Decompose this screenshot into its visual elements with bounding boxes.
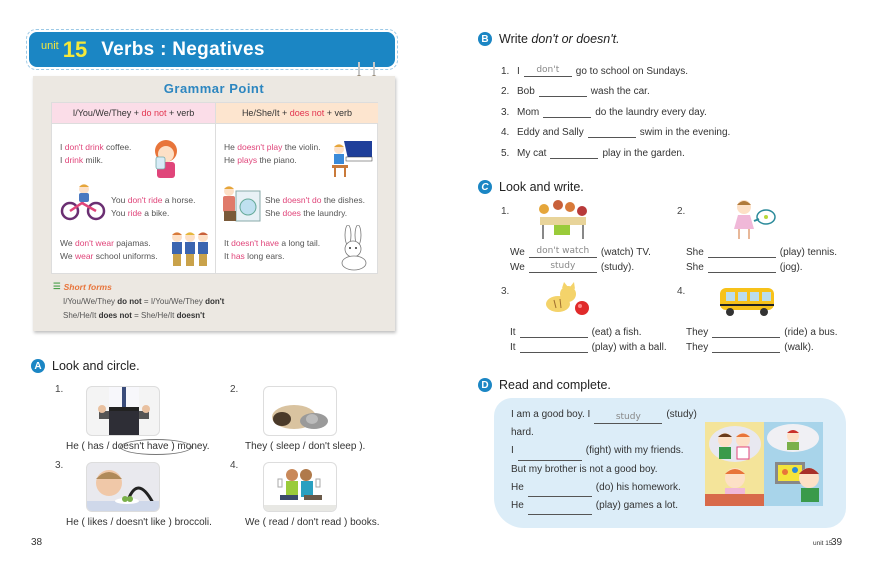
woman-washing-machine-illustration: [220, 183, 262, 223]
sentence-subject: Mom: [517, 106, 540, 118]
example-text: long ears.: [244, 251, 285, 261]
passage-line-4: But my brother is not a good boy.: [511, 463, 658, 475]
kids-at-desks-illustration: [532, 197, 594, 241]
sentence-rest: wash the car.: [590, 86, 650, 97]
example-right-1: [224, 141, 321, 167]
example-text: I: [60, 142, 65, 152]
section-b-item: [501, 118, 730, 139]
sentence-rest: (study).: [600, 262, 635, 273]
unit-number: 15: [62, 36, 88, 62]
highlighted-verb: doesn't play: [237, 142, 283, 152]
answer-blank[interactable]: [543, 106, 591, 118]
cat-with-ball-illustration: [542, 282, 592, 320]
sentence-rest: (play) with a ball.: [591, 342, 667, 353]
item-number: 4.: [677, 286, 686, 297]
section-b-item: [501, 77, 730, 98]
example-line1: [60, 141, 131, 154]
example-text: pajamas.: [113, 238, 151, 248]
sentence-rest: (play) tennis.: [779, 246, 838, 258]
right-page-number: 39: [831, 537, 843, 548]
answer-blank[interactable]: don't watch: [529, 246, 597, 258]
example-line2: [111, 207, 196, 220]
section-b-item: [501, 138, 730, 159]
example-text: a horse.: [162, 195, 196, 205]
unit-title-banner: [26, 29, 398, 70]
column-divider: [215, 124, 216, 274]
section-d-heading: D Read and complete.: [478, 378, 611, 392]
item-number: 4.: [230, 460, 239, 471]
highlighted-verb: doesn't have: [231, 238, 280, 248]
section-d-passage: [511, 406, 697, 515]
section-c-item-3-lines: [510, 322, 667, 353]
section-a-heading: A Look and circle.: [31, 359, 140, 373]
answer-blank[interactable]: [588, 126, 636, 138]
section-b-heading: B Write don't or doesn't.: [478, 32, 620, 46]
short-forms-icon: ☰: [53, 281, 61, 291]
sentence-rest: do the laundry every day.: [595, 106, 707, 118]
example-text: a long tail.: [279, 238, 321, 248]
example-text: We: [60, 238, 75, 248]
example-text: a bike.: [141, 208, 170, 218]
example-text: He: [224, 155, 238, 165]
passage-line-5: He (do) his homework.: [511, 479, 697, 497]
example-text: It: [224, 238, 232, 248]
example-line2: [60, 250, 158, 263]
answer-blank[interactable]: [539, 85, 587, 97]
sentence-subject: I: [517, 65, 520, 77]
white-rabbit-illustration: [336, 225, 370, 271]
item-number: 4.: [501, 127, 510, 138]
answer-blank[interactable]: [528, 485, 592, 497]
highlighted-verb: does: [282, 208, 301, 218]
item-number: 3.: [501, 286, 510, 297]
highlighted-verb: plays: [237, 155, 258, 165]
item-number: 2.: [501, 86, 510, 97]
highlighted-verb: doesn't do: [282, 195, 322, 205]
highlighted-verb: wear: [74, 251, 94, 261]
answer-blank[interactable]: [712, 341, 780, 353]
item-number: 2.: [677, 206, 686, 217]
sentence-rest: (ride) a bus.: [784, 326, 838, 338]
example-text: We: [60, 251, 75, 261]
section-c-line: [510, 322, 667, 338]
example-line2: [224, 250, 320, 263]
boy-playing-piano-illustration: [330, 137, 374, 179]
highlighted-verb: has: [231, 251, 245, 261]
sentence-rest: (eat) a fish.: [591, 326, 642, 338]
highlighted-verb: ride: [127, 208, 142, 218]
answer-blank[interactable]: [708, 261, 776, 273]
example-line1: [224, 141, 321, 154]
dog-and-cat-sleeping-photo: [263, 386, 337, 436]
left-column-header: I/You/We/They + do not + verb: [52, 103, 216, 124]
passage-line-3: I (fight) with my friends.: [511, 442, 697, 460]
section-c-line: [510, 242, 651, 258]
section-c-item-1-lines: [510, 242, 651, 273]
example-left-1: [60, 141, 131, 167]
example-line1: [265, 194, 365, 207]
grammar-point-title: Grammar Point: [163, 81, 265, 96]
example-left-3: [60, 237, 158, 263]
brothers-studying-gaming-illustration: [705, 422, 823, 506]
example-right-2: [265, 194, 365, 220]
man-empty-pockets-photo: [86, 386, 160, 436]
section-c-heading: C Look and write.: [478, 180, 584, 194]
unit-label: unit: [41, 40, 59, 52]
sentence-subject: They: [686, 326, 709, 338]
answer-blank[interactable]: [528, 503, 592, 515]
sentence-rest: swim in the evening.: [639, 127, 731, 138]
example-text: He: [224, 142, 238, 152]
section-d-badge-icon: D: [478, 378, 492, 392]
answer-blank[interactable]: [550, 147, 598, 159]
example-text: She: [265, 195, 283, 205]
girl-playing-tennis-illustration: [730, 197, 780, 241]
boy-with-broccoli-photo: [86, 462, 160, 512]
footer-unit-label: unit 15: [813, 540, 833, 547]
item-number: 3.: [55, 460, 64, 471]
section-a-badge-icon: A: [31, 359, 45, 373]
example-text: coffee.: [103, 142, 132, 152]
item-number: 1.: [501, 65, 510, 77]
answer-blank[interactable]: study: [529, 261, 597, 273]
section-b-item: [501, 97, 730, 118]
highlighted-verb: don't wear: [74, 238, 114, 248]
three-boys-uniforms-illustration: [170, 230, 210, 270]
girl-drinking-milk-illustration: [146, 137, 186, 179]
sentence-subject: It: [510, 342, 516, 353]
sentence-subject: Eddy and Sally: [517, 127, 584, 138]
sentence-subject: We: [510, 262, 525, 273]
item-number: 1.: [55, 384, 64, 395]
answer-blank[interactable]: [518, 449, 582, 461]
example-text: I: [60, 155, 65, 165]
answer-blank[interactable]: [520, 341, 588, 353]
example-left-2: [111, 194, 196, 220]
example-text: You: [111, 208, 128, 218]
highlighted-verb: don't ride: [127, 195, 163, 205]
left-page-number: 38: [31, 537, 43, 548]
section-c-item-4-lines: [686, 322, 838, 353]
passage-line-6: He (play) games a lot.: [511, 497, 697, 515]
answer-circle-mark: [120, 439, 192, 455]
item-number: 2.: [230, 384, 239, 395]
example-line1: [111, 194, 196, 207]
boys-reading-books-photo: [263, 462, 337, 512]
circled-answer: doesn't have: [112, 441, 169, 452]
sentence-a2: They ( sleep / don't sleep ).: [245, 441, 366, 452]
boy-riding-bike-illustration: [60, 183, 106, 221]
example-line1: [60, 237, 158, 250]
example-text: She: [265, 208, 283, 218]
example-text: You: [111, 195, 128, 205]
right-column-header: He/She/It + does not + verb: [216, 103, 378, 124]
highlighted-verb: drink: [64, 155, 84, 165]
section-c-line: [686, 338, 838, 354]
section-c-line: [686, 322, 838, 338]
sentence-rest: (walk).: [784, 342, 814, 353]
example-line2: [60, 154, 131, 167]
sentence-rest: play in the garden.: [602, 147, 685, 159]
example-text: It: [224, 251, 232, 261]
section-c-line: [510, 258, 651, 274]
section-b-badge-icon: B: [478, 32, 492, 46]
item-number: 1.: [501, 206, 510, 217]
sentence-a4: We ( read / don't read ) books.: [245, 517, 380, 528]
passage-line-1: I am a good boy. I study (study): [511, 409, 697, 423]
item-number: 3.: [501, 106, 510, 118]
passage-line-2: hard.: [511, 427, 534, 439]
example-text: the piano.: [257, 155, 297, 165]
sentence-subject: She: [686, 262, 704, 273]
kids-on-school-bus-illustration: [716, 284, 776, 318]
section-c-line: [686, 242, 837, 258]
sentence-subject: We: [510, 246, 525, 258]
section-c-badge-icon: C: [478, 180, 492, 194]
example-text: school uniforms.: [93, 251, 158, 261]
grammar-point-panel: [33, 76, 395, 331]
answer-blank[interactable]: [520, 326, 588, 338]
sentence-subject: They: [686, 342, 709, 353]
example-text: the violin.: [282, 142, 321, 152]
sentence-rest: go to school on Sundays.: [575, 65, 689, 77]
sentence-rest: (watch) TV.: [600, 246, 651, 258]
example-text: the dishes.: [321, 195, 365, 205]
sentence-a3: He ( likes / doesn't like ) broccoli.: [66, 517, 212, 528]
section-b-list: [501, 56, 730, 159]
highlighted-verb: don't drink: [64, 142, 104, 152]
section-b-item: [501, 56, 730, 77]
short-forms-title: ☰ Short forms: [53, 281, 112, 292]
answer-blank[interactable]: don't: [524, 65, 572, 77]
answer-blank[interactable]: study: [594, 412, 662, 424]
section-c-line: [510, 338, 667, 354]
section-c-item-2-lines: [686, 242, 837, 273]
answer-blank[interactable]: [708, 246, 776, 258]
example-line2: [224, 154, 321, 167]
item-number: 5.: [501, 147, 510, 159]
sentence-subject: She: [686, 246, 704, 258]
page-title: Verbs : Negatives: [101, 38, 265, 60]
sentence-subject: My cat: [517, 147, 547, 159]
example-line2: [265, 207, 365, 220]
short-form-line-2: She/He/It does not = She/He/It doesn't: [63, 311, 205, 320]
answer-blank[interactable]: [712, 326, 780, 338]
example-text: milk.: [83, 155, 104, 165]
example-text: the laundry.: [300, 208, 348, 218]
example-line1: [224, 237, 320, 250]
sentence-rest: (jog).: [779, 262, 803, 273]
sentence-subject: Bob: [517, 86, 535, 97]
short-form-line-1: I/You/We/They do not = I/You/We/They don't: [63, 297, 225, 306]
grammar-table: [51, 102, 378, 274]
section-c-line: [686, 258, 837, 274]
example-right-3: [224, 237, 320, 263]
sentence-subject: It: [510, 326, 516, 338]
sentence-a1: He ( has / doesn't have ) money.: [66, 441, 209, 452]
